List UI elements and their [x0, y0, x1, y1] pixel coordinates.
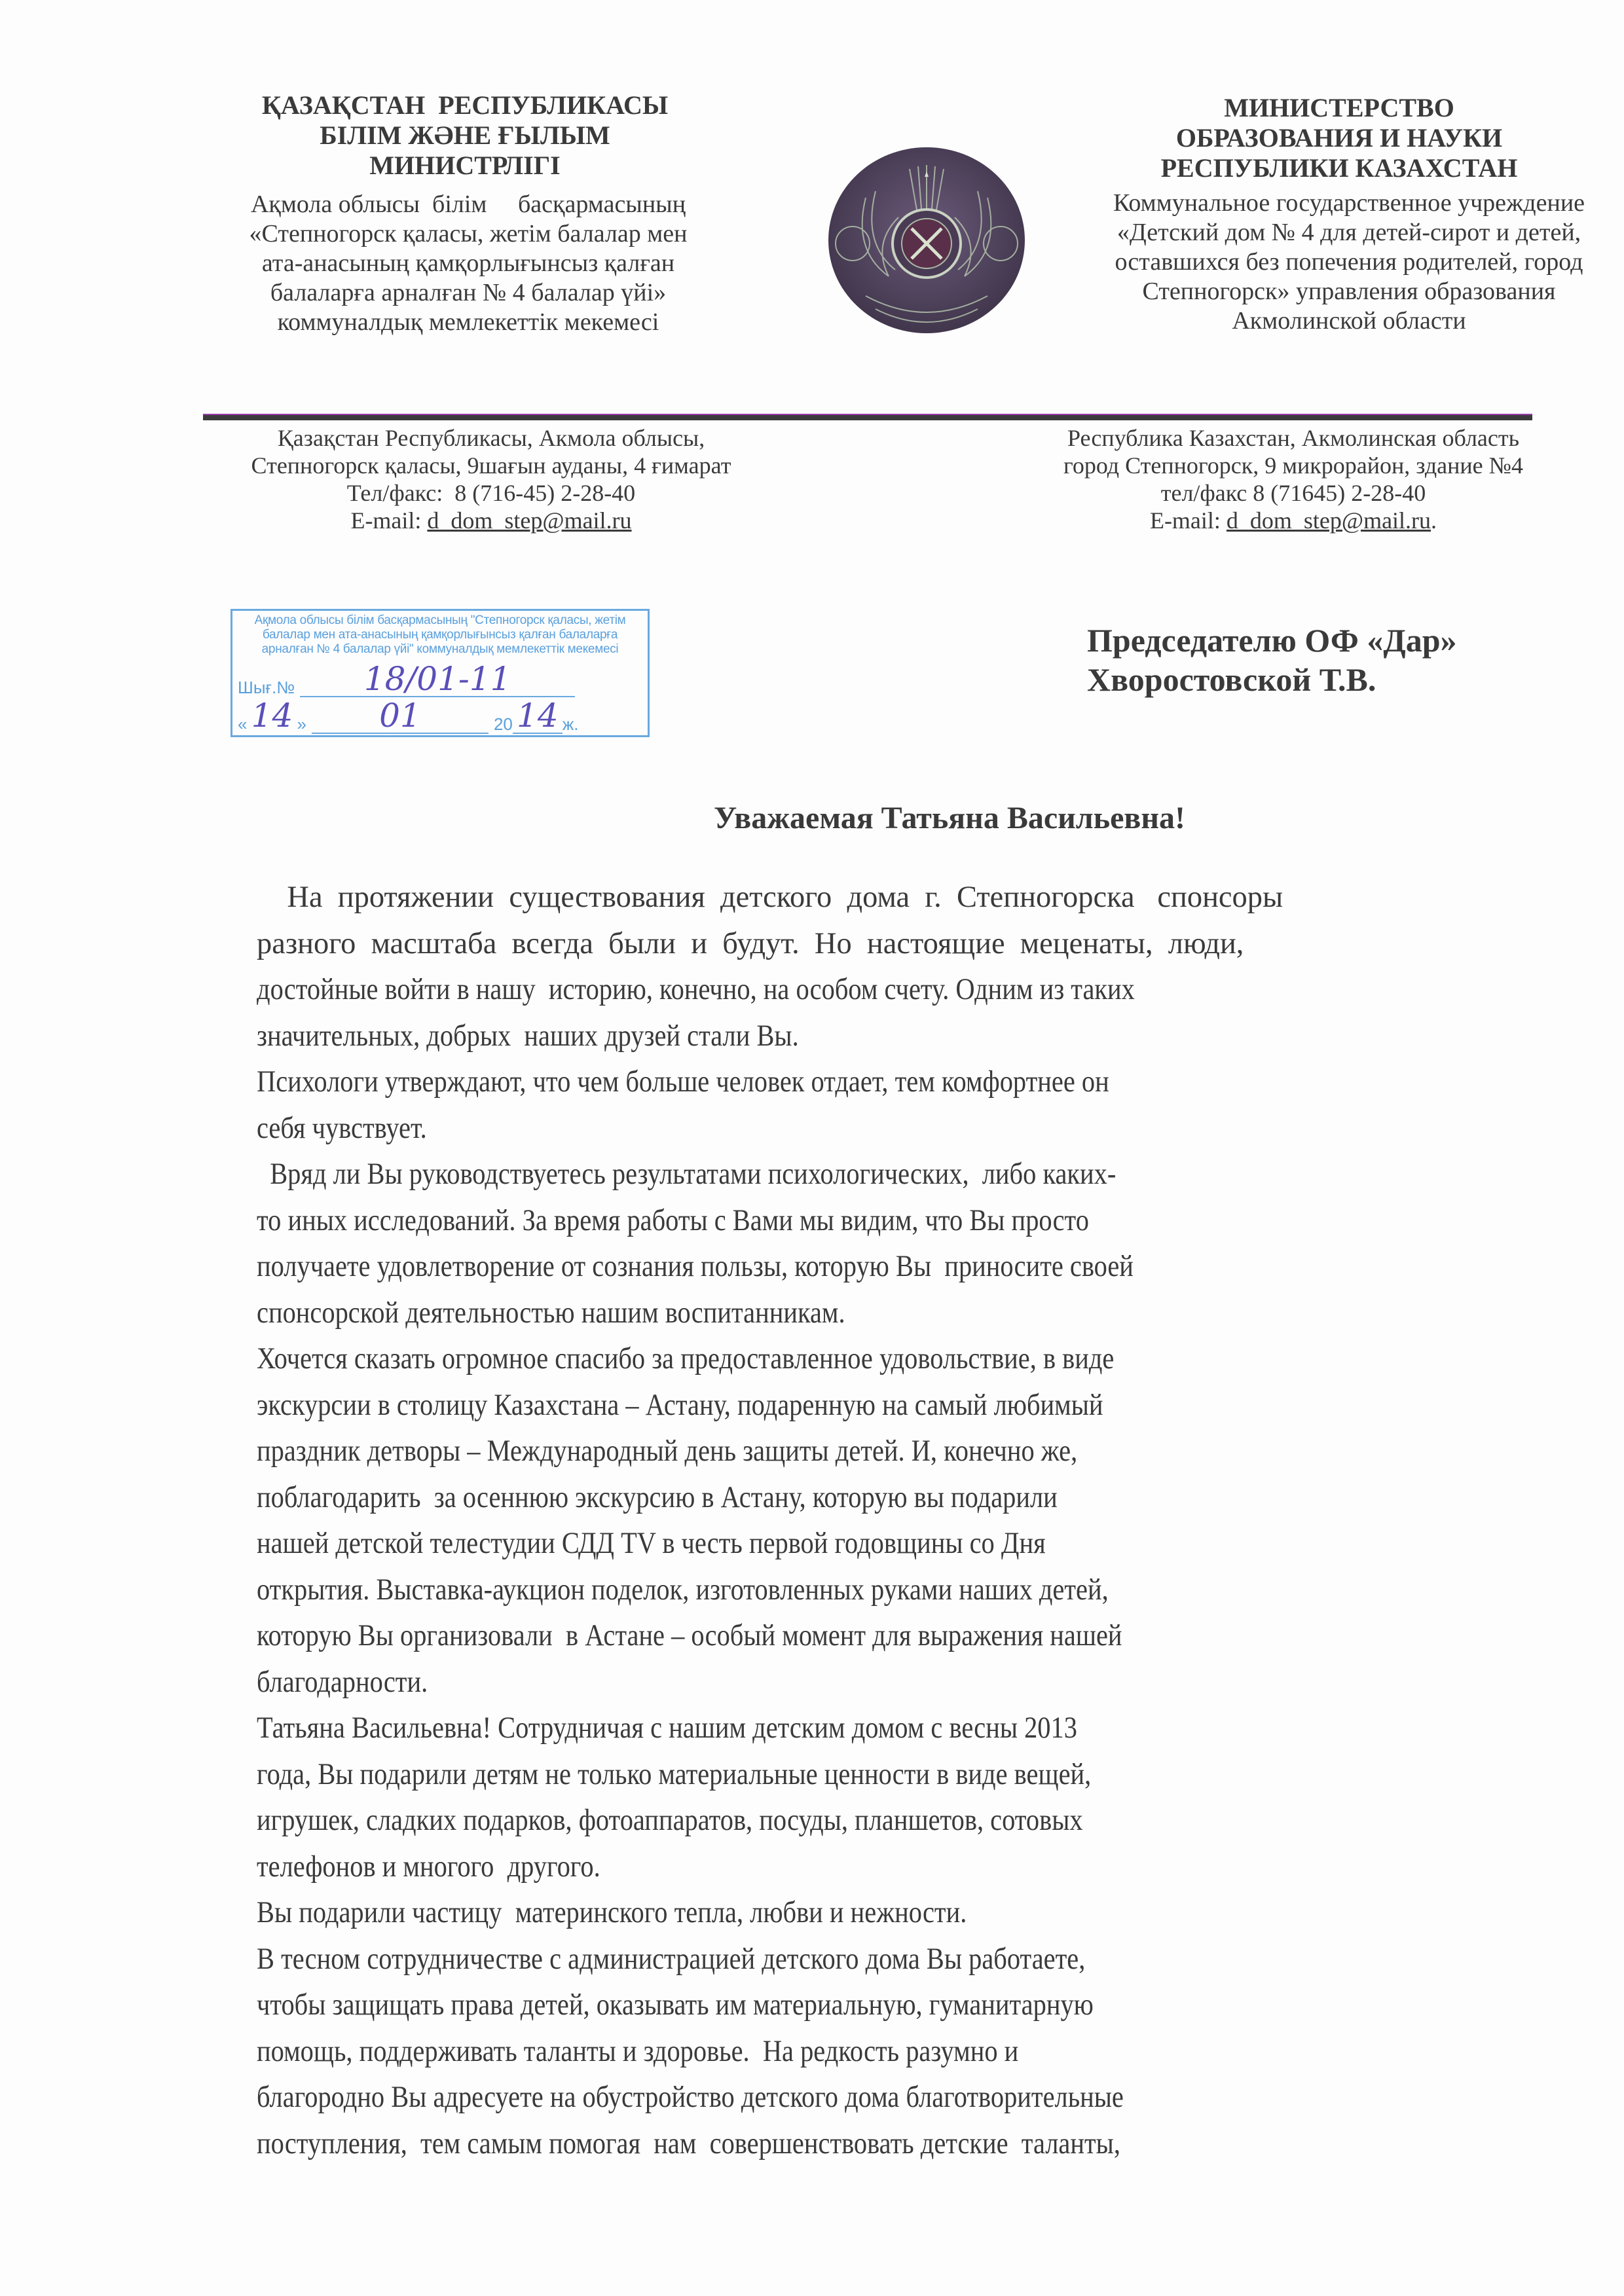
stamp-number-slot [300, 662, 575, 697]
body-line: значительных, добрых наших друзей стали Вы. [257, 1018, 799, 1053]
kz-ministry-line-3: МИНИСТРЛІГІ [369, 151, 561, 180]
kz-institution-line-1: Ақмола облысы білім басқармасының [250, 191, 686, 218]
ru-institution-line-3: оставшихся без попечения родителей, город [1115, 248, 1583, 276]
ru-email-label: E-mail: [1149, 507, 1227, 534]
body-line: В тесном сотрудничестве с администрацией детского дома Вы работаете, [257, 1941, 1086, 1976]
body-line: благодарности. [257, 1664, 428, 1699]
kz-address-line-1: Қазақстан Республикасы, Акмола облысы, [277, 425, 705, 451]
stamp-handwritten-day: 14 [251, 697, 293, 735]
ru-address-line-2: город Степногорск, 9 микрорайон, здание №4 [1063, 452, 1524, 479]
letterhead-kazakh-institution [196, 190, 740, 337]
body-line: Вряд ли Вы руководствуетесь результатами психологических, либо каких- [257, 1157, 1116, 1191]
body-line: разного масштаба всегда были и будут. Но настоящие меценаты, люди, [257, 926, 1244, 960]
stamp-day-slot [247, 699, 297, 734]
russian-address-block [1015, 424, 1572, 534]
addressee-line-1: Председателю ОФ «Дар» [1087, 622, 1457, 659]
kazakh-address-block [196, 424, 786, 534]
ru-email-row [1015, 507, 1572, 534]
body-line: которую Вы организовали в Астане – особый момент для выражения нашей [257, 1618, 1122, 1652]
body-line: нашей детской телестудии СДД TV в честь первой годовщины со Дня [257, 1526, 1046, 1560]
body-line: Хочется сказать огромное спасибо за предоставленное удовольствие, в виде [257, 1341, 1115, 1376]
stamp-year-prefix: 20 [493, 714, 513, 734]
greeting: Уважаемая Татьяна Васильевна! [714, 801, 1185, 835]
letterhead-divider [203, 414, 1532, 420]
body-line: себя чувствует. [257, 1110, 427, 1145]
stamp-number-row [238, 661, 642, 697]
body-line: поступления, тем самым помогая нам совершенствовать детские таланты, [257, 2126, 1120, 2160]
body-line: открытия. Выставка-аукцион поделок, изготовленных руками наших детей, [257, 1572, 1109, 1607]
stamp-handwritten-month: 01 [379, 697, 421, 735]
ru-email-suffix: . [1431, 507, 1437, 534]
body-line: спонсорской деятельностью нашим воспитанникам. [257, 1295, 845, 1330]
kz-email-link[interactable]: d_dom_step@mail.ru [427, 507, 632, 534]
stamp-year-unit: ж. [562, 714, 579, 734]
stamp-handwritten-year: 14 [517, 697, 559, 735]
addressee-line-2: Хворостовской Т.В. [1087, 661, 1376, 698]
ru-ministry-line-3: РЕСПУБЛИКИ КАЗАХСТАН [1160, 153, 1518, 183]
ru-institution-line-1: Коммунальное государственное учреждение [1113, 189, 1585, 217]
letterhead-russian-institution [1074, 189, 1624, 336]
kz-address-line-2: Степногорск қаласы, 9шағын ауданы, 4 ғимарат [251, 452, 731, 479]
stamp-month-slot [312, 699, 489, 734]
stamp-date-open-quote: « [238, 714, 248, 734]
ru-email-link[interactable]: d_dom_step@mail.ru [1226, 507, 1431, 534]
kz-ministry-line-1: ҚАЗАҚСТАН РЕСПУБЛИКАСЫ [261, 90, 669, 120]
ru-ministry-line-2: ОБРАЗОВАНИЯ И НАУКИ [1175, 123, 1503, 153]
body-line: Вы подарили частицу материнского тепла, любви и нежности. [257, 1895, 967, 1929]
kz-institution-line-3: ата-анасының қамқорлығынсыз қалған [261, 249, 675, 277]
ru-address-line-1: Республика Казахстан, Акмолинская область [1067, 425, 1520, 451]
kz-phone: Тел/факс: 8 (716-45) 2-28-40 [346, 480, 636, 506]
stamp-number-label: Шығ.№ [238, 678, 295, 697]
body-line: Татьяна Васильевна! Сотрудничая с нашим детским домом с весны 2013 [257, 1711, 1077, 1745]
kz-ministry-line-2: БІЛІМ ЖӘНЕ ҒЫЛЫМ [320, 120, 610, 150]
kz-email-label: E-mail: [350, 507, 428, 534]
body-line: Психологи утверждают, что чем больше человек отдает, тем комфортнее он [257, 1065, 1109, 1099]
stamp-header-line-1: Ақмола облысы білім басқармасының "Степногорск қаласы, жетім [254, 613, 626, 627]
registration-stamp [231, 609, 650, 737]
kz-institution-line-2: «Степногорск қаласы, жетім балалар мен [249, 220, 688, 247]
body-line: праздник детворы – Международный день защиты детей. И, конечно же, [257, 1434, 1078, 1468]
kz-email-row [196, 507, 786, 534]
body-line: игрушек, сладких подарков, фотоаппаратов, посуды, планшетов, сотовых [257, 1803, 1083, 1837]
ru-institution-line-4: Степногорск» управления образования [1142, 278, 1556, 305]
ru-phone: тел/факс 8 (71645) 2-28-40 [1160, 480, 1426, 506]
body-line: достойные войти в нашу историю, конечно, на особом счету. Одним из таких [257, 972, 1135, 1006]
stamp-header [232, 611, 648, 657]
ru-institution-line-5: Акмолинской области [1232, 307, 1466, 335]
addressee-block [1087, 621, 1457, 699]
body-line: благородно Вы адресуете на обустройство детского дома благотворительные [257, 2080, 1124, 2114]
letter-body [257, 874, 1566, 2166]
body-line: На протяжении существования детского дома г. Степногорска спонсоры [257, 880, 1283, 914]
body-line: телефонов и многого другого. [257, 1849, 600, 1884]
ru-institution-line-2: «Детский дом № 4 для детей-сирот и детей, [1116, 219, 1581, 246]
body-line: получаете удовлетворение от сознания пользы, которую Вы приносите своей [257, 1249, 1134, 1283]
stamp-date-close-quote: » [297, 714, 306, 734]
stamp-date-row [238, 697, 642, 734]
stamp-handwritten-number: 18/01-11 [363, 660, 511, 698]
body-line: чтобы защищать права детей, оказывать им материальную, гуманитарную [257, 1988, 1094, 2022]
stamp-header-line-2: балалар мен ата-анасының қамқорлығынсыз қалған балаларға [262, 628, 618, 642]
kz-institution-line-4: балаларға арналған № 4 балалар үйі» [270, 279, 667, 306]
body-line: помощь, поддерживать таланты и здоровье. На редкость разумно и [257, 2033, 1019, 2068]
body-line: поблагодарить за осеннюю экскурсию в Астану, которую вы подарили [257, 1480, 1058, 1514]
stamp-header-line-3: арналған № 4 балалар үйі" коммуналдық мемлекеттік мекемесі [261, 642, 619, 656]
state-emblem-icon [826, 145, 1027, 335]
stamp-year-slot [513, 699, 563, 734]
letterhead-kazakh-ministry [196, 90, 733, 181]
body-line: экскурсии в столицу Казахстана – Астану, подаренную на самый любимый [257, 1387, 1103, 1422]
body-line: года, Вы подарили детям не только материальные ценности в виде вещей, [257, 1757, 1092, 1791]
ru-ministry-line-1: МИНИСТЕРСТВО [1224, 93, 1454, 122]
kz-institution-line-5: коммуналдық мемлекеттік мекемесі [277, 308, 659, 336]
body-line: то иных исследований. За время работы с Вами мы видим, что Вы просто [257, 1203, 1089, 1237]
letterhead-russian-ministry [1074, 93, 1604, 183]
